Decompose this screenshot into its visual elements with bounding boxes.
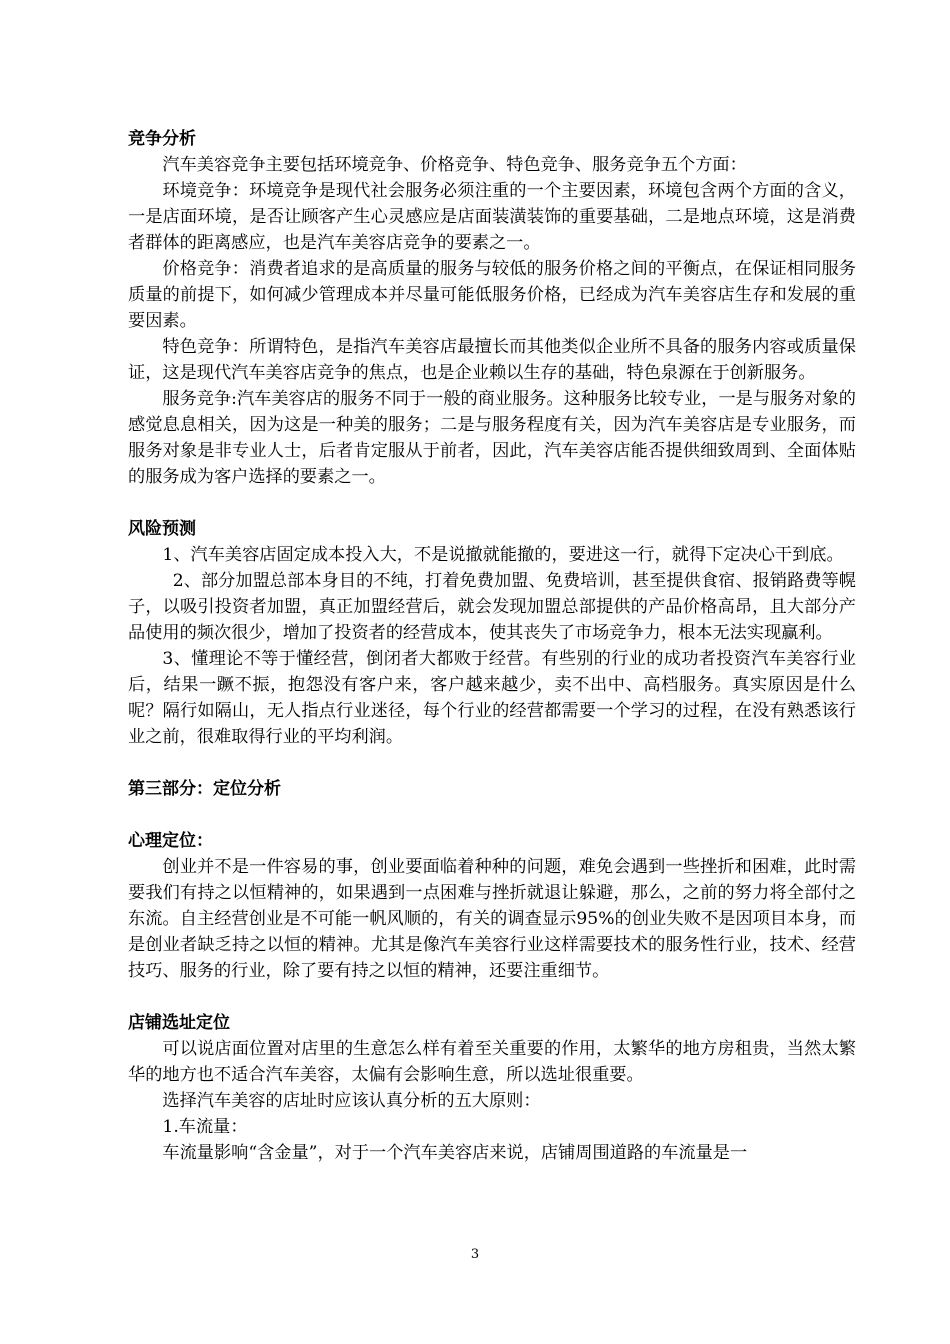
spacer: [128, 490, 856, 516]
section-heading-risk: 风险预测: [128, 519, 196, 539]
paragraph: 1.车流量：: [162, 1117, 248, 1137]
page-content: [128, 126, 856, 1166]
paragraph: 服务竞争:汽车美容店的服务不同于一般的商业服务。这种服务比较专业，一是与服务对象的感觉息息相关，因为这是一种美的服务；二是与服务程度有关，因为汽车美容店是专业服务，而服务对象是非专业人士，后者肯定服从于前者，因此，汽车美容店能否提供细致周到、全面体贴的服务成为客户选择的要素之一。: [128, 389, 856, 487]
paragraph: 特色竞争：所谓特色，是指汽车美容店最擅长而其他类似企业所不具备的服务内容或质量保证，这是现代汽车美容店竞争的焦点，也是企业赖以生存的基础，特色泉源在于创新服务。: [128, 337, 856, 383]
section-heading-competition: 竞争分析: [128, 129, 196, 149]
paragraph: 价格竞争：消费者追求的是高质量的服务与较低的服务价格之间的平衡点，在保证相同服务质量的前提下，如何减少管理成本并尽量可能低服务价格，已经成为汽车美容店生存和发展的重要因素。: [128, 259, 856, 331]
paragraph: 创业并不是一件容易的事，创业要面临着种种的问题，难免会遇到一些挫折和困难，此时需要我们有持之以恒精神的，如果遇到一点困难与挫折就退让躲避，那么，之前的努力将全部付之东流。自主经营创业是不可能一帆风顺的，有关的调查显示95%的创业失败不是因项目本身，而是创业者缺乏持之以恒的精神。尤其是像汽车美容行业这样需要技术的服务性行业，技术、经营技巧、服务的行业，除了要有持之以恒的精神，还要注重细节。: [128, 857, 856, 981]
paragraph: 1、汽车美容店固定成本投入大，不是说撤就能撤的，要进这一行，就得下定决心干到底。: [162, 545, 844, 565]
page-number: 3: [470, 1247, 480, 1262]
paragraph: 环境竞争：环境竞争是现代社会服务必须注重的一个主要因素，环境包含两个方面的含义，一是店面环境，是否让顾客产生心灵感应是店面装潢装饰的重要基础，二是地点环境，这是消费者群体的距离感应，也是汽车美容店竞争的要素之一。: [128, 181, 856, 253]
spacer: [128, 802, 856, 828]
paragraph: 选择汽车美容的店址时应该认真分析的五大原则：: [162, 1091, 541, 1111]
paragraph: 3、懂理论不等于懂经营，倒闭者大都败于经营。有些别的行业的成功者投资汽车美容行业后，结果一蹶不振，抱怨没有客户来，客户越来越少，卖不出中、高档服务。真实原因是什么呢？隔行如隔山，无人指点行业迷径，每个行业的经营都需要一个学习的过程，在没有熟悉该行业之前，很难取得行业的平均利润。: [128, 649, 856, 747]
part-heading: 第三部分：定位分析: [128, 779, 281, 799]
paragraph: 车流量影响“含金量”，对于一个汽车美容店来说，店铺周围道路的车流量是一: [162, 1143, 748, 1163]
spacer: [128, 750, 856, 776]
section-heading-psych: 心理定位：: [128, 831, 213, 851]
spacer: [128, 984, 856, 1010]
section-heading-site: 店铺选址定位: [128, 1013, 230, 1033]
paragraph: 2、部分加盟总部本身目的不纯，打着免费加盟、免费培训，甚至提供食宿、报销路费等幌子，以吸引投资者加盟，真正加盟经营后，就会发现加盟总部提供的产品价格高昂，且大部分产品使用的频次很少，增加了投资者的经营成本，使其丧失了市场竞争力，根本无法实现赢利。: [128, 571, 856, 643]
paragraph: 汽车美容竞争主要包括环境竞争、价格竞争、特色竞争、服务竞争五个方面：: [162, 155, 747, 175]
paragraph: 可以说店面位置对店里的生意怎么样有着至关重要的作用，太繁华的地方房租贵，当然太繁华的地方也不适合汽车美容，太偏有会影响生意，所以选址很重要。: [128, 1039, 856, 1085]
